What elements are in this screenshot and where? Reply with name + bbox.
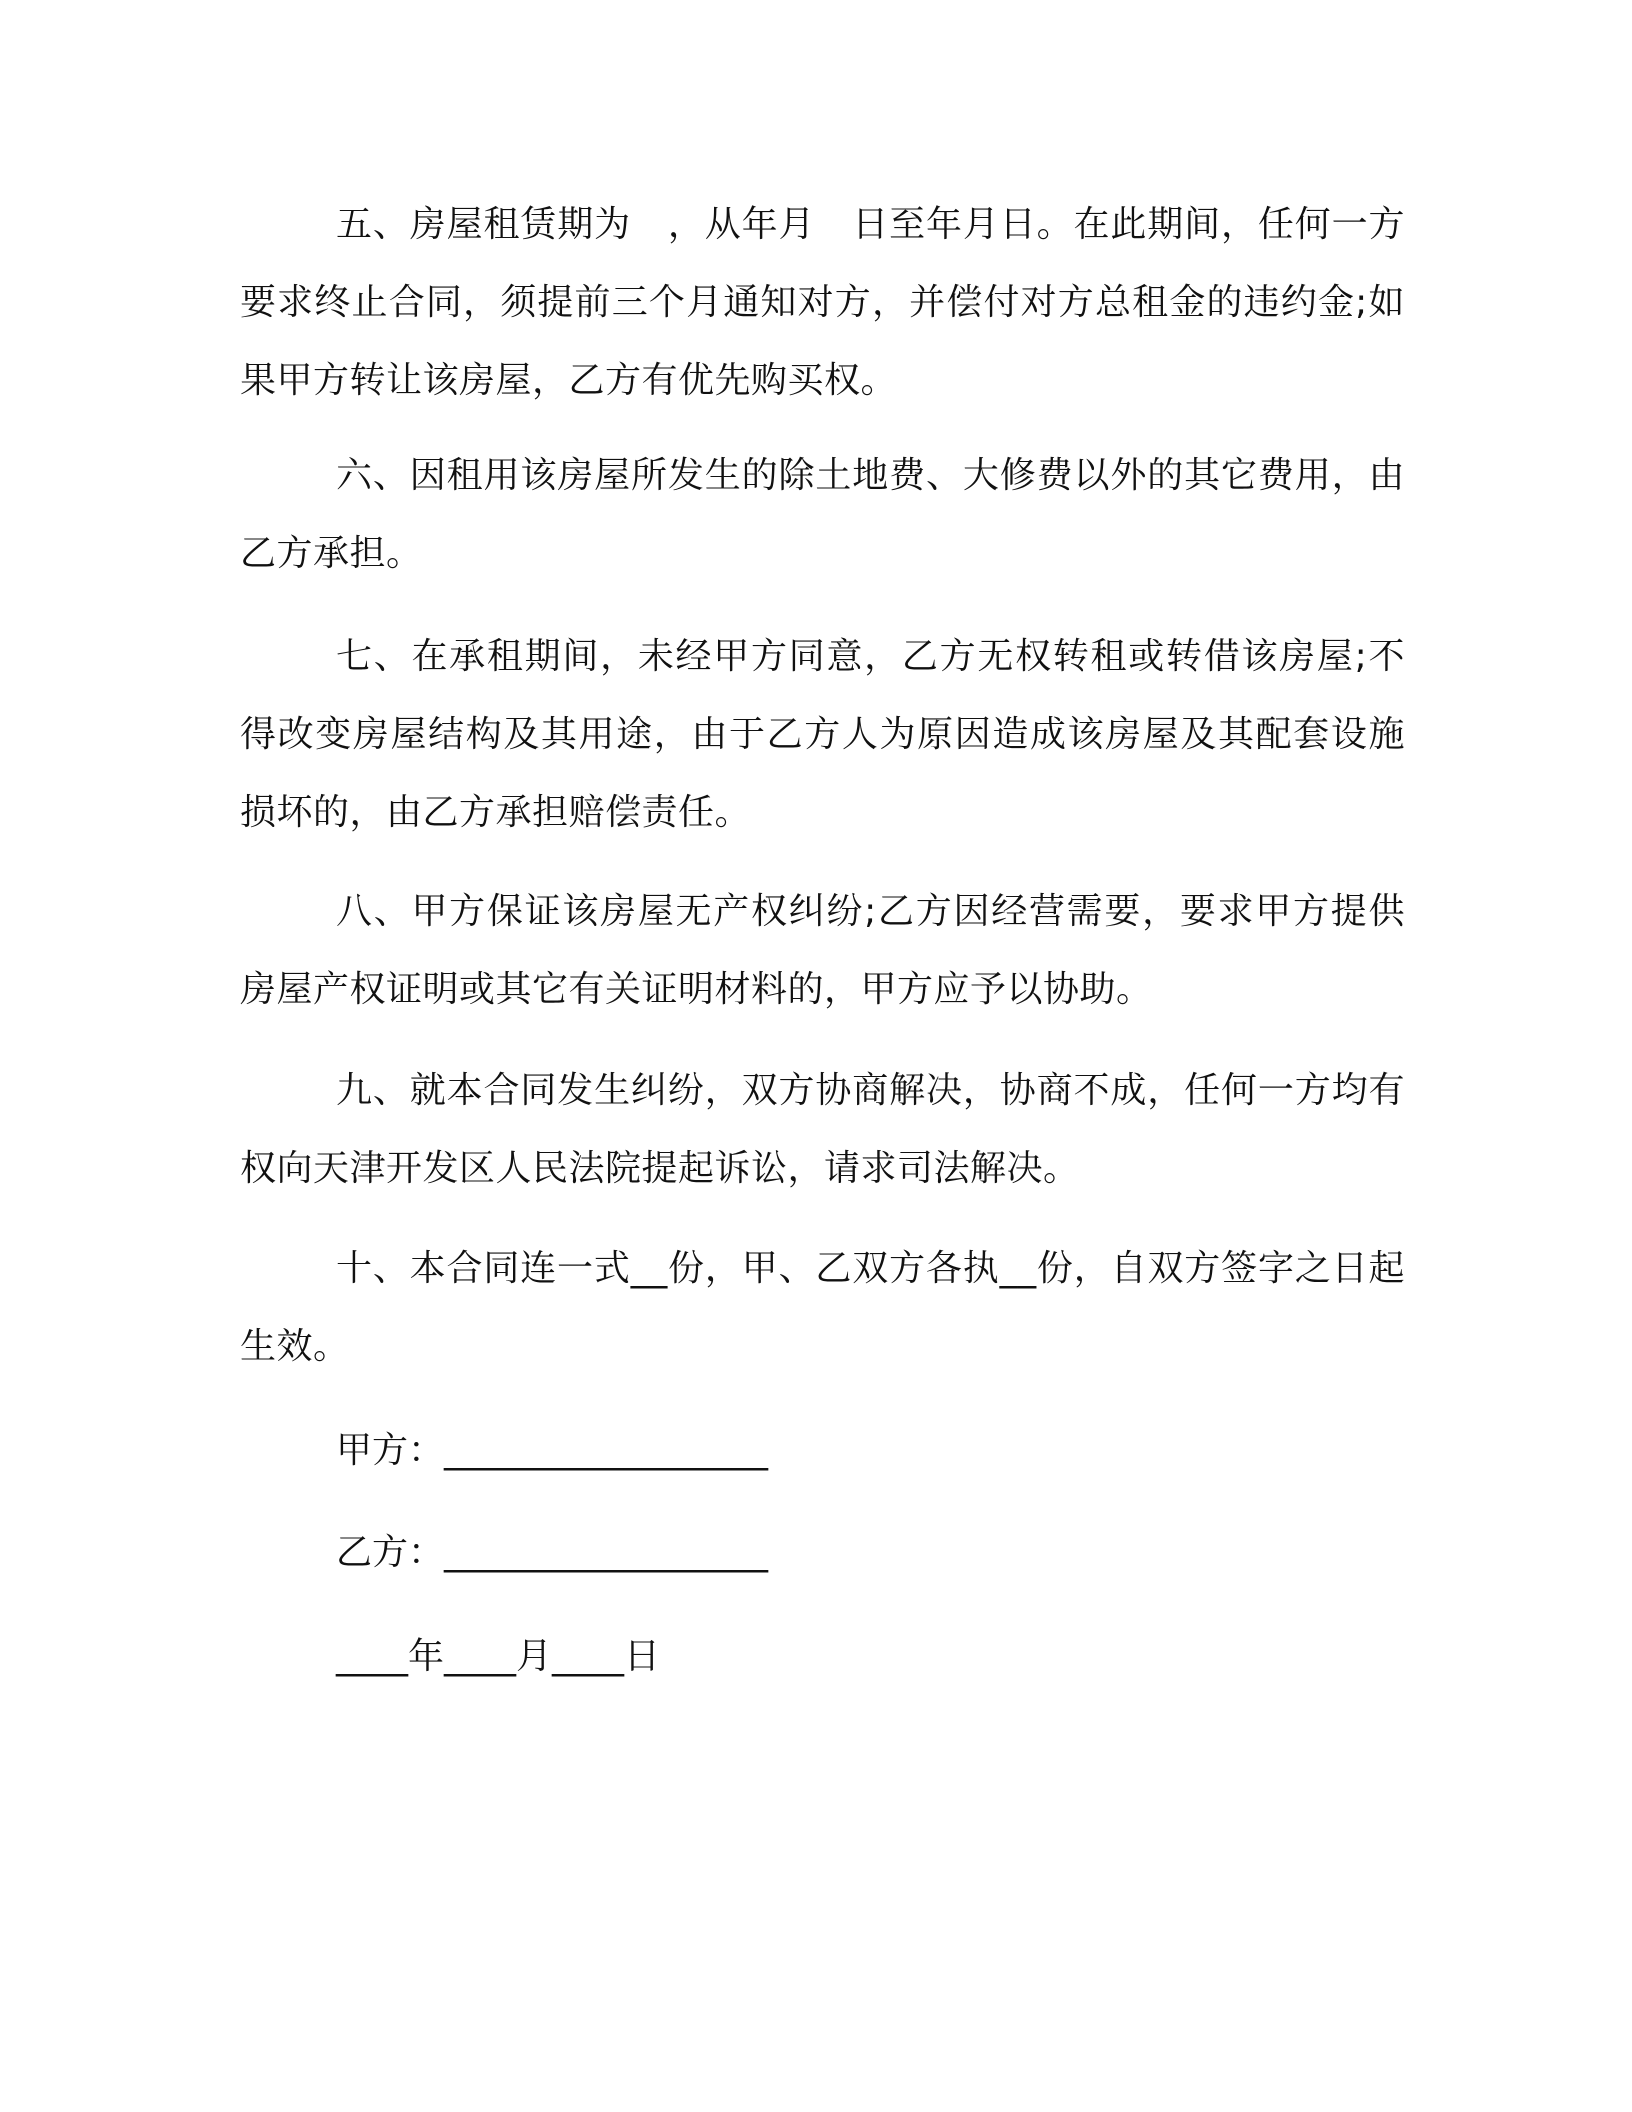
party-b-signature-line: 乙方：__________________ (336, 1532, 769, 1573)
clause-9: 九、就本合同发生纠纷，双方协商解决，协商不成，任何一方均有权向天津开发区人民法院提起诉讼，请求司法解决。 (240, 1070, 1405, 1189)
party-a-signature-line: 甲方：__________________ (336, 1430, 769, 1471)
clause-7: 七、在承租期间，未经甲方同意，乙方无权转租或转借该房屋;不得改变房屋结构及其用途，由于乙方人为原因造成该房屋及其配套设施损坏的，由乙方承担赔偿责任。 (240, 636, 1405, 833)
clause-6: 六、因租用该房屋所发生的除土地费、大修费以外的其它费用，由乙方承担。 (240, 455, 1405, 574)
date-line: ____年____月____日 (336, 1636, 661, 1677)
clause-8: 八、甲方保证该房屋无产权纠纷;乙方因经营需要，要求甲方提供房屋产权证明或其它有关证明材料的，甲方应予以协助。 (240, 891, 1405, 1010)
clause-5: 五、房屋租赁期为 ，从年月 日至年月日。在此期间，任何一方要求终止合同，须提前三个月通知对方，并偿付对方总租金的违约金;如果甲方转让该房屋，乙方有优先购买权。 (240, 204, 1405, 401)
clause-10: 十、本合同连一式__份，甲、乙双方各执__份，自双方签字之日起生效。 (240, 1248, 1405, 1367)
